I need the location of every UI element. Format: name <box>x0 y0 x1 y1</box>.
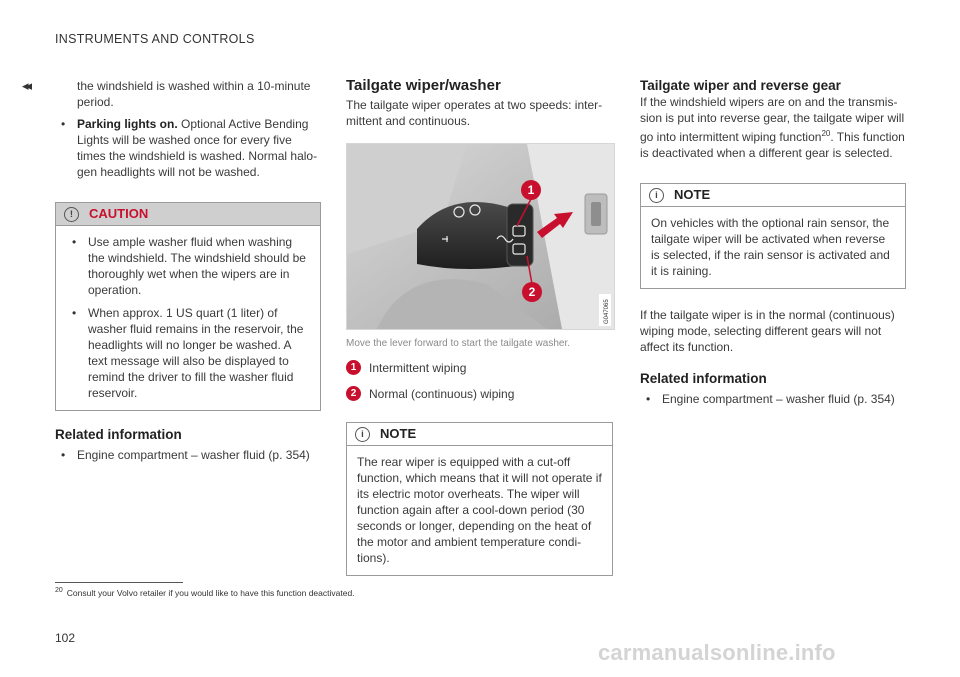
footnote-ref[interactable]: 20 <box>821 129 831 138</box>
info-circle-icon: i <box>649 188 664 203</box>
column-right <box>640 78 906 407</box>
watermark: carmanualsonline.info <box>598 640 836 665</box>
note-body <box>641 207 905 288</box>
number-badge: 1 <box>346 360 361 375</box>
note-title: NOTE <box>674 187 711 202</box>
legend-item-1 <box>346 360 613 376</box>
number-badge: 2 <box>346 386 361 401</box>
related-list <box>640 391 906 407</box>
caution-list <box>66 234 310 401</box>
info-circle-icon: i <box>355 427 370 442</box>
caution-body <box>56 226 320 410</box>
continuous-mode-text: If the tailgate wiper is in the normal (continuous) wiping mode, selecting different gears will not affect its function. <box>640 308 895 354</box>
related-list <box>55 447 321 463</box>
note-text: On vehicles with the optional rain sensor, the tailgate wiper will be activated when reverse is selected, if the rain sensor is activated and it is raining. <box>651 216 890 278</box>
section-title-tailgate-wiper: Tailgate wiper/washer <box>346 77 501 94</box>
footnote-text: Consult your Volvo retailer if you would like to have this function deactivated. <box>66 587 355 598</box>
caution-title: CAUTION <box>89 206 149 221</box>
legend-item-2 <box>346 386 613 402</box>
page-header: INSTRUMENTS AND CONTROLS <box>55 32 255 46</box>
footnote-number: 20 <box>55 587 63 594</box>
note-header <box>347 423 612 446</box>
caution-header <box>56 203 320 226</box>
back-arrows-icon[interactable]: ◂◂ <box>22 78 30 93</box>
legend-text: Normal (continuous) wiping <box>369 387 515 401</box>
caution-box <box>55 202 321 411</box>
text-part: If the windshield wipers are on and the transmis-sion is put into reverse gear, the tailgate wiper will go into intermittent wiping function <box>640 95 905 144</box>
related-link[interactable]: • Engine compartment – washer fluid (p. 354) <box>55 447 321 463</box>
photo-caption: Move the lever forward to start the tailgate washer. <box>346 338 570 349</box>
legend-text: Intermittent wiping <box>369 361 467 375</box>
photo-callout-2: 2 <box>528 285 536 299</box>
footnote <box>55 587 355 598</box>
section-title-reverse-gear: Tailgate wiper and reverse gear <box>640 78 841 93</box>
page-number: 102 <box>55 631 76 645</box>
photo-callout-1: 1 <box>527 183 535 197</box>
intro-text: The tailgate wiper operates at two speeds: inter-mittent and continuous. <box>346 98 603 128</box>
reverse-gear-text <box>640 94 906 161</box>
bullet-lead: Parking lights on. <box>77 117 178 131</box>
column-middle <box>346 78 613 576</box>
column-left <box>55 78 321 463</box>
bullet-parking-lights <box>55 116 321 180</box>
caution-item: • Use ample washer fluid when washing the windshield. The windshield should be thoroughly wet when the wipers are in operation. <box>66 234 310 298</box>
bullet-text: Optional Active Bending Lights will be washed once for every five times the windshield is washed. Normal halo-gen headlights will not be washed. <box>77 117 318 179</box>
caution-item: • When approx. 1 US quart (1 liter) of washer fluid remains in the reservoir, the headlights will no longer be washed. A text message will also be displayed to remind the driver to fill the washer fluid reservoir. <box>66 305 310 401</box>
note-header <box>641 184 905 207</box>
note-body <box>347 446 612 575</box>
related-title: Related information <box>55 427 182 442</box>
exclamation-circle-icon: ! <box>64 207 79 222</box>
related-link[interactable]: • Engine compartment – washer fluid (p. 354) <box>640 391 906 407</box>
text-part: . This function is deactivated when a different gear is selected. <box>640 130 905 160</box>
related-title: Related information <box>640 371 767 386</box>
note-title: NOTE <box>380 426 417 441</box>
related-info-left <box>55 427 321 463</box>
note-box <box>346 422 613 576</box>
footnote-divider <box>55 582 183 583</box>
related-info-right <box>640 371 906 407</box>
continued-text: the windshield is washed within a 10-minute period. <box>77 79 311 109</box>
note-box <box>640 183 906 289</box>
note-text: The rear wiper is equipped with a cut-off function, which means that it will not operate if its electric motor overheats. The wiper will function again after a cool-down period (30 seconds or longer, depending on the heat of the motor and ambient temperature condi-tions). <box>357 455 602 565</box>
bullet-list <box>55 116 321 180</box>
photo-code: G047065 <box>604 299 610 324</box>
wiper-lever-photo <box>346 143 615 330</box>
